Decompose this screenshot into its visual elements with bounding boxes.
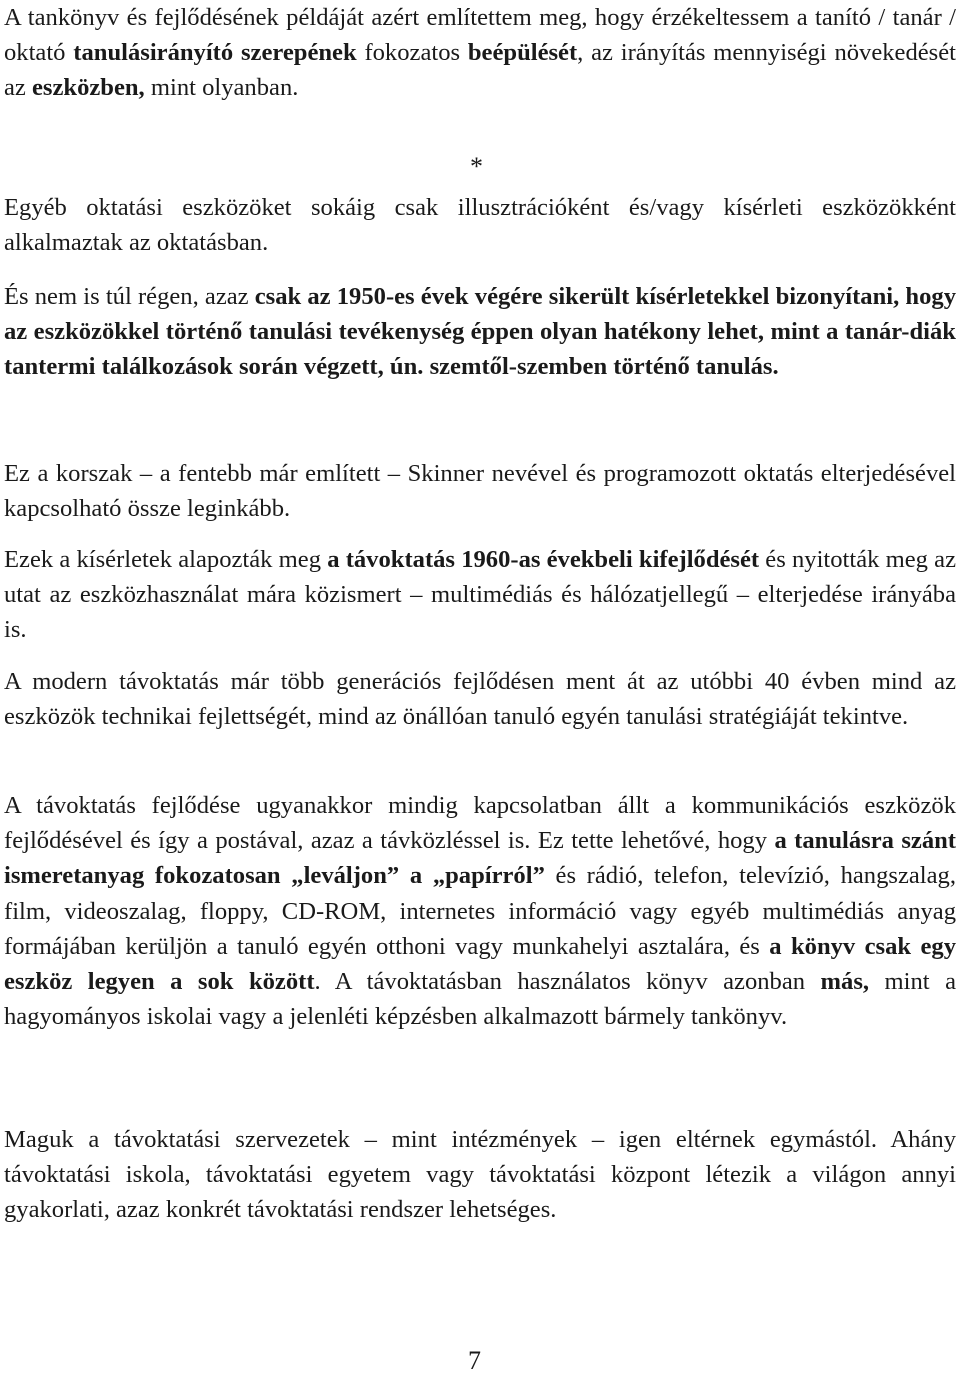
section-separator: * [470, 152, 483, 181]
text-run: , az irányítás mennyiségi növekedését az [4, 39, 957, 102]
text-run: Ezek a kísérletek alapozták meg [4, 546, 328, 573]
paragraph-2 [4, 190, 956, 260]
bold-run: tanulásirányító szerepének [73, 39, 357, 67]
paragraph-8 [4, 1122, 956, 1228]
bold-run: a távoktatás 1960-as évekbeli kifejlődését [327, 546, 760, 573]
text-run: A modern távoktatás már több generációs fejlődésen ment át az utóbbi 40 évben mind az eszközök technikai fejlettségét, mind az önállóan tanuló egyén tanulási stratégiáját tekintve. [4, 668, 956, 731]
bold-run: eszközben, [31, 74, 145, 102]
text-run: mint a hagyományos iskolai vagy a jelenléti képzésben alkalmazott bármely tankönyv. [4, 968, 956, 1031]
paragraph-5 [4, 542, 956, 648]
text-run: Egyéb oktatási eszközöket sokáig csak illusztrációként és/vagy kísérleti eszközökként alkalmaztak az oktatásban. [4, 194, 956, 257]
paragraph-3 [4, 279, 956, 385]
bold-run: csak az 1950-es évek végére sikerült kísérletekkel bizonyítani, hogy az eszközökkel történő tanulási tevékenység éppen olyan hatékony lehet, mint a tanár-diák tantermi találkozások során végzett, ún. szemtől-szemben történő tanulás. [4, 283, 956, 381]
text-run: és nyitották meg az utat az eszközhasználat mára közismert – multimédiás és hálózatjellegű – elterjedése irányába is. [4, 546, 956, 644]
bold-run: a tanulásra szánt ismeretanyag fokozatosan „leváljon” a „papírról” [4, 827, 956, 890]
bold-run: más, [820, 968, 870, 996]
paragraph-6 [4, 664, 956, 734]
text-run: Ez a korszak – a fentebb már említett – Skinner nevével és programozott oktatás elterjedésével kapcsolható össze leginkább. [4, 460, 956, 523]
text-run: és rádió, telefon, televízió, hangszalag, film, videoszalag, floppy, CD-ROM, internetes információ vagy egyéb multimédiás anyag formájában kerüljön a tanuló egyén otthoni vagy munkahelyi asztalára, és [4, 862, 956, 960]
paragraph-1 [4, 0, 956, 106]
paragraph-7 [4, 788, 956, 1034]
text-run: . A távoktatásban használatos könyv azonban [314, 968, 821, 996]
text-run: A távoktatás fejlődése ugyanakkor mindig kapcsolatban állt a kommunikációs eszközök fejlődésével és így a postával, azaz a távközléssel is. Ez tette lehetővé, hogy [4, 792, 956, 855]
text-run: És nem is túl régen, azaz [4, 283, 255, 310]
text-run: A tankönyv és fejlődésének példáját azért említettem meg, hogy érzékeltessem a tanító / tanár / oktató [4, 4, 956, 67]
bold-run: beépülését [467, 39, 578, 67]
bold-run: a könyv csak egy eszköz legyen a sok között [4, 932, 956, 996]
paragraph-4 [4, 456, 956, 526]
text-run: Maguk a távoktatási szervezetek – mint intézmények – igen eltérnek egymástól. Ahány távoktatási iskola, távoktatási egyetem vagy távoktatási központ létezik a világon annyi gyakorlati, azaz konkrét távoktatási rendszer lehetséges. [4, 1126, 956, 1224]
text-run: fokozatos [356, 39, 468, 67]
text-run: mint olyanban. [144, 74, 299, 102]
page-number: 7 [468, 1346, 481, 1375]
